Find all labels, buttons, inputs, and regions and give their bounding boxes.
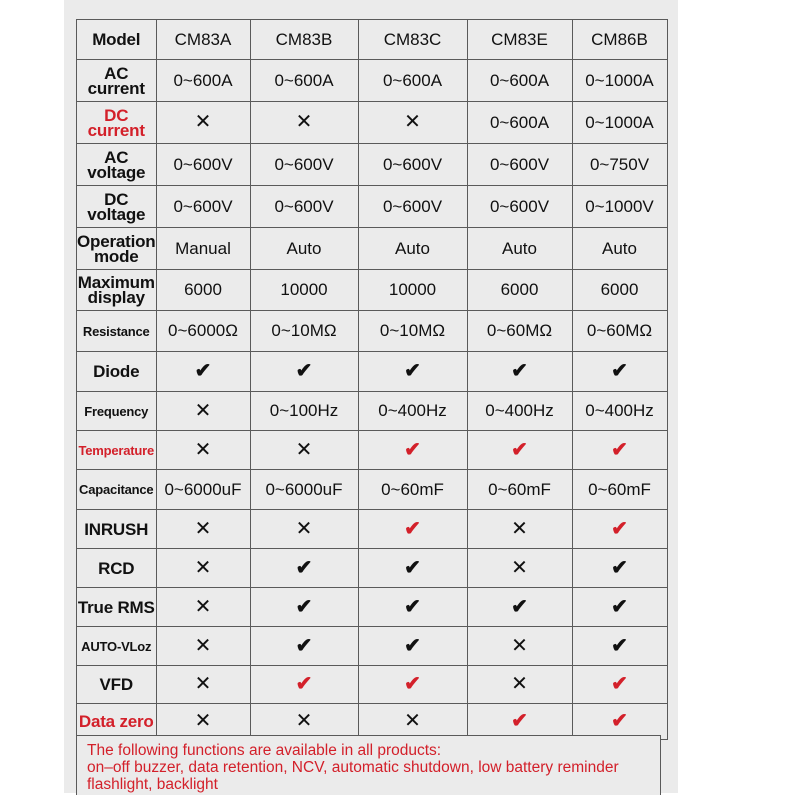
check-icon: ✔ — [611, 634, 628, 657]
row-label — [77, 627, 157, 666]
cross-icon: ✕ — [194, 710, 212, 732]
cross-icon: ✕ — [295, 111, 313, 133]
table-cell — [156, 352, 250, 392]
table-cell: 0~600V — [358, 186, 467, 228]
row-label-line: Data zero — [78, 712, 154, 731]
table-row — [77, 549, 668, 588]
cross-icon: ✕ — [194, 517, 212, 540]
table-cell: 0~10MΩ — [250, 311, 358, 352]
table-row — [77, 228, 668, 270]
row-label-line: current — [87, 120, 145, 140]
table-cell — [156, 392, 250, 431]
table-cell — [156, 588, 250, 627]
table-cell: 0~600V — [358, 144, 467, 186]
row-label-line: True RMS — [77, 597, 155, 617]
row-label-line: AC — [104, 147, 129, 167]
row-label — [77, 549, 157, 588]
check-icon: ✔ — [194, 360, 212, 382]
table-cell — [156, 510, 250, 549]
table-cell: 0~10MΩ — [358, 311, 467, 352]
check-icon: ✔ — [404, 556, 421, 579]
cross-icon: ✕ — [194, 634, 212, 657]
table-cell: 0~60MΩ — [572, 311, 667, 352]
note-line: on–off buzzer, data retention, NCV, automatic shutdown, low battery reminder — [87, 759, 619, 776]
row-label — [77, 510, 157, 549]
check-icon: ✔ — [404, 634, 421, 657]
table-cell — [250, 102, 358, 144]
table-cell — [572, 627, 667, 666]
table-row — [77, 510, 668, 549]
row-label-line: Maximum — [77, 273, 155, 292]
check-icon: ✔ — [404, 673, 421, 695]
check-icon: ✔ — [511, 595, 528, 618]
cross-icon: ✕ — [194, 111, 212, 133]
table-cell: 0~400Hz — [572, 392, 667, 431]
table-cell — [156, 431, 250, 470]
row-label-line: Capacitance — [79, 482, 154, 497]
table-cell — [467, 549, 572, 588]
table-cell: 6000 — [467, 270, 572, 311]
row-label-line: current — [87, 78, 145, 98]
check-icon: ✔ — [611, 673, 628, 695]
row-label-line: display — [87, 288, 145, 307]
table-cell — [156, 549, 250, 588]
table-cell — [358, 431, 467, 470]
table-cell — [250, 510, 358, 549]
note-line: flashlight, backlight — [87, 776, 218, 793]
row-label-line: mode — [93, 246, 139, 266]
table-cell: Manual — [156, 228, 250, 270]
table-cell: 0~60mF — [467, 470, 572, 510]
row-label — [77, 311, 157, 352]
row-label-line: DC — [104, 189, 129, 209]
cross-icon: ✕ — [511, 556, 528, 579]
table-cell: 0~6000uF — [250, 470, 358, 510]
table-cell: 0~6000uF — [156, 470, 250, 510]
table-cell — [572, 352, 667, 392]
cross-icon: ✕ — [295, 438, 313, 461]
table-cell: 0~60MΩ — [467, 311, 572, 352]
table-row — [77, 666, 668, 704]
table-cell — [250, 431, 358, 470]
table-row — [77, 352, 668, 392]
table-cell — [250, 627, 358, 666]
table-row — [77, 627, 668, 666]
check-icon: ✔ — [404, 360, 421, 382]
model-name: CM83E — [467, 20, 572, 60]
row-label-line: Frequency — [84, 403, 149, 419]
check-icon: ✔ — [611, 438, 628, 461]
check-icon: ✔ — [611, 556, 628, 579]
table-cell — [467, 666, 572, 704]
cross-icon: ✕ — [511, 673, 528, 695]
row-label — [77, 352, 157, 392]
table-cell: 0~60mF — [572, 470, 667, 510]
table-cell — [467, 431, 572, 470]
table-cell: Auto — [572, 228, 667, 270]
row-label-line: Resistance — [82, 323, 150, 339]
table-cell — [572, 666, 667, 704]
row-label-line: Temperature — [78, 442, 155, 458]
model-name: CM83C — [358, 20, 467, 60]
table-cell: 0~400Hz — [358, 392, 467, 431]
table-cell: 6000 — [572, 270, 667, 311]
table-cell: 0~1000A — [572, 60, 667, 102]
table-cell: 0~6000Ω — [156, 311, 250, 352]
table-cell — [358, 666, 467, 704]
table-cell: 0~1000A — [572, 102, 667, 144]
row-label — [77, 144, 157, 186]
table-cell: 0~600V — [156, 144, 250, 186]
check-icon: ✔ — [611, 595, 628, 618]
check-icon: ✔ — [404, 438, 421, 461]
table-cell — [467, 352, 572, 392]
table-cell: 0~60mF — [358, 470, 467, 510]
row-label — [77, 666, 157, 704]
row-label-line: RCD — [98, 558, 135, 578]
table-cell: 0~600V — [467, 186, 572, 228]
table-row — [77, 431, 668, 470]
table-cell — [250, 588, 358, 627]
cross-icon: ✕ — [194, 673, 212, 695]
check-icon: ✔ — [295, 556, 313, 579]
row-label-line: AC — [104, 63, 129, 83]
check-icon: ✔ — [295, 634, 313, 657]
table-cell — [250, 666, 358, 704]
header-row — [77, 20, 668, 60]
table-cell — [467, 627, 572, 666]
table-cell — [358, 510, 467, 549]
check-icon: ✔ — [404, 595, 421, 618]
row-label-line: Diode — [93, 362, 140, 381]
table-cell — [467, 588, 572, 627]
row-label — [77, 270, 157, 311]
check-icon: ✔ — [511, 438, 528, 461]
cross-icon: ✕ — [511, 517, 528, 540]
model-name: CM83B — [250, 20, 358, 60]
table-cell: 0~1000V — [572, 186, 667, 228]
table-cell: 0~600A — [156, 60, 250, 102]
check-icon: ✔ — [511, 360, 528, 382]
table-row — [77, 392, 668, 431]
row-label — [77, 186, 157, 228]
table-cell — [358, 102, 467, 144]
row-label-line: voltage — [87, 162, 146, 182]
table-row — [77, 186, 668, 228]
check-icon: ✔ — [295, 595, 313, 618]
table-cell: 0~600A — [467, 102, 572, 144]
row-label-line: VFD — [99, 675, 133, 694]
table-cell — [250, 549, 358, 588]
row-label — [77, 588, 157, 627]
row-label-line: voltage — [87, 204, 146, 224]
check-icon: ✔ — [295, 360, 313, 382]
table-row — [77, 470, 668, 510]
table-cell — [156, 666, 250, 704]
table-cell — [156, 627, 250, 666]
table-cell: 0~600V — [156, 186, 250, 228]
table-cell — [572, 510, 667, 549]
table-cell: Auto — [250, 228, 358, 270]
row-label-line: Operation — [77, 231, 156, 251]
table-cell — [467, 510, 572, 549]
table-cell: 0~600V — [250, 144, 358, 186]
cross-icon: ✕ — [194, 399, 212, 422]
all-products-note — [76, 735, 661, 795]
spec-comparison-table — [76, 19, 668, 740]
table-row — [77, 144, 668, 186]
check-icon: ✔ — [404, 517, 421, 540]
table-cell — [358, 352, 467, 392]
cross-icon: ✕ — [194, 438, 212, 461]
table-cell — [358, 627, 467, 666]
table-row — [77, 102, 668, 144]
table-cell: 0~600V — [467, 144, 572, 186]
cross-icon: ✕ — [295, 517, 313, 540]
table-cell — [572, 549, 667, 588]
table-cell: 0~600A — [467, 60, 572, 102]
row-label-line: DC — [104, 105, 129, 125]
table-cell: 0~600A — [250, 60, 358, 102]
table-cell: 0~400Hz — [467, 392, 572, 431]
table-cell: 0~600A — [358, 60, 467, 102]
row-label — [77, 470, 157, 510]
table-row — [77, 270, 668, 311]
table-cell: Auto — [358, 228, 467, 270]
check-icon: ✔ — [295, 673, 313, 695]
table-cell: 0~600V — [250, 186, 358, 228]
cross-icon: ✕ — [404, 111, 421, 133]
cross-icon: ✕ — [194, 556, 212, 579]
row-label-line: AUTO-VLoz — [81, 638, 152, 654]
table-cell: 10000 — [250, 270, 358, 311]
table-cell — [572, 431, 667, 470]
row-label — [77, 102, 157, 144]
cross-icon: ✕ — [511, 634, 528, 657]
check-icon: ✔ — [611, 360, 628, 382]
cross-icon: ✕ — [295, 710, 313, 732]
model-name: CM86B — [572, 20, 667, 60]
table-row — [77, 60, 668, 102]
model-name: CM83A — [156, 20, 250, 60]
model-header-label: Model — [77, 20, 157, 60]
row-label — [77, 228, 157, 270]
cross-icon: ✕ — [404, 710, 421, 732]
row-label — [77, 392, 157, 431]
check-icon: ✔ — [611, 710, 628, 732]
table-cell: 10000 — [358, 270, 467, 311]
table-row — [77, 588, 668, 627]
row-label-line: INRUSH — [84, 519, 149, 539]
note-line: The following functions are available in all products: — [87, 742, 442, 759]
row-label — [77, 60, 157, 102]
table-cell: 6000 — [156, 270, 250, 311]
table-row — [77, 311, 668, 352]
table-cell: Auto — [467, 228, 572, 270]
table-cell — [156, 102, 250, 144]
table-cell — [250, 352, 358, 392]
cross-icon: ✕ — [194, 595, 212, 618]
table-cell: 0~750V — [572, 144, 667, 186]
check-icon: ✔ — [611, 517, 628, 540]
check-icon: ✔ — [511, 710, 528, 732]
row-label — [77, 431, 157, 470]
table-cell — [358, 588, 467, 627]
table-cell — [572, 588, 667, 627]
table-cell — [358, 549, 467, 588]
table-cell: 0~100Hz — [250, 392, 358, 431]
